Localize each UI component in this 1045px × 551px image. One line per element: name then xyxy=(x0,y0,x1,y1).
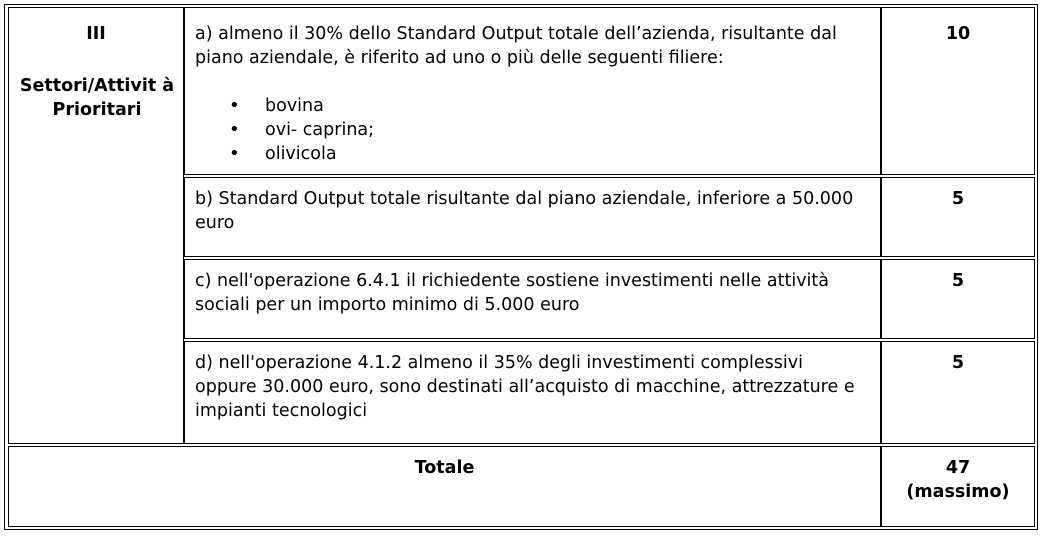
points-c: 5 xyxy=(951,271,965,291)
criterion-d-text: d) nell'operazione 4.1.2 almeno il 35% degli investimenti complessivi oppure 30.000 euro, sono destinati all’acquisto di macchine, attrezzature e impianti tecnologici xyxy=(195,353,855,421)
section-title: Settori/Attivit à Prioritari xyxy=(19,76,175,120)
points-a: 10 xyxy=(945,24,971,44)
total-label-cell xyxy=(8,446,881,527)
points-d: 5 xyxy=(951,353,965,373)
criterion-d-cell xyxy=(184,341,881,444)
points-a-cell xyxy=(881,7,1035,175)
total-value-cell xyxy=(881,446,1035,527)
criterion-a-cell xyxy=(184,7,881,175)
points-b-cell xyxy=(881,177,1035,257)
criterion-c-cell xyxy=(184,259,881,339)
section-cell xyxy=(8,7,184,444)
criterion-a-text: a) almeno il 30% dello Standard Output totale dell’azienda, risultante dal piano aziendale, è riferito ad uno o più delle seguenti filiere: xyxy=(195,24,837,68)
list-item: • ovi- caprina; xyxy=(195,118,795,142)
total-note: (massimo) xyxy=(906,482,1010,502)
criterion-b-text: b) Standard Output totale risultante dal piano aziendale, inferiore a 50.000 euro xyxy=(195,189,854,233)
list-item: • olivicola xyxy=(195,142,795,166)
criterion-b-cell xyxy=(184,177,881,257)
points-d-cell xyxy=(881,341,1035,444)
total-value: 47 xyxy=(945,458,971,478)
section-number: III xyxy=(86,24,106,44)
points-c-cell xyxy=(881,259,1035,339)
criterion-a-list xyxy=(195,94,795,166)
total-label: Totale xyxy=(414,458,475,478)
criterion-c-text: c) nell'operazione 6.4.1 il richiedente sostiene investimenti nelle attività sociali per un importo minimo di 5.000 euro xyxy=(195,271,829,315)
points-b: 5 xyxy=(951,189,965,209)
list-item: • bovina xyxy=(195,94,795,118)
